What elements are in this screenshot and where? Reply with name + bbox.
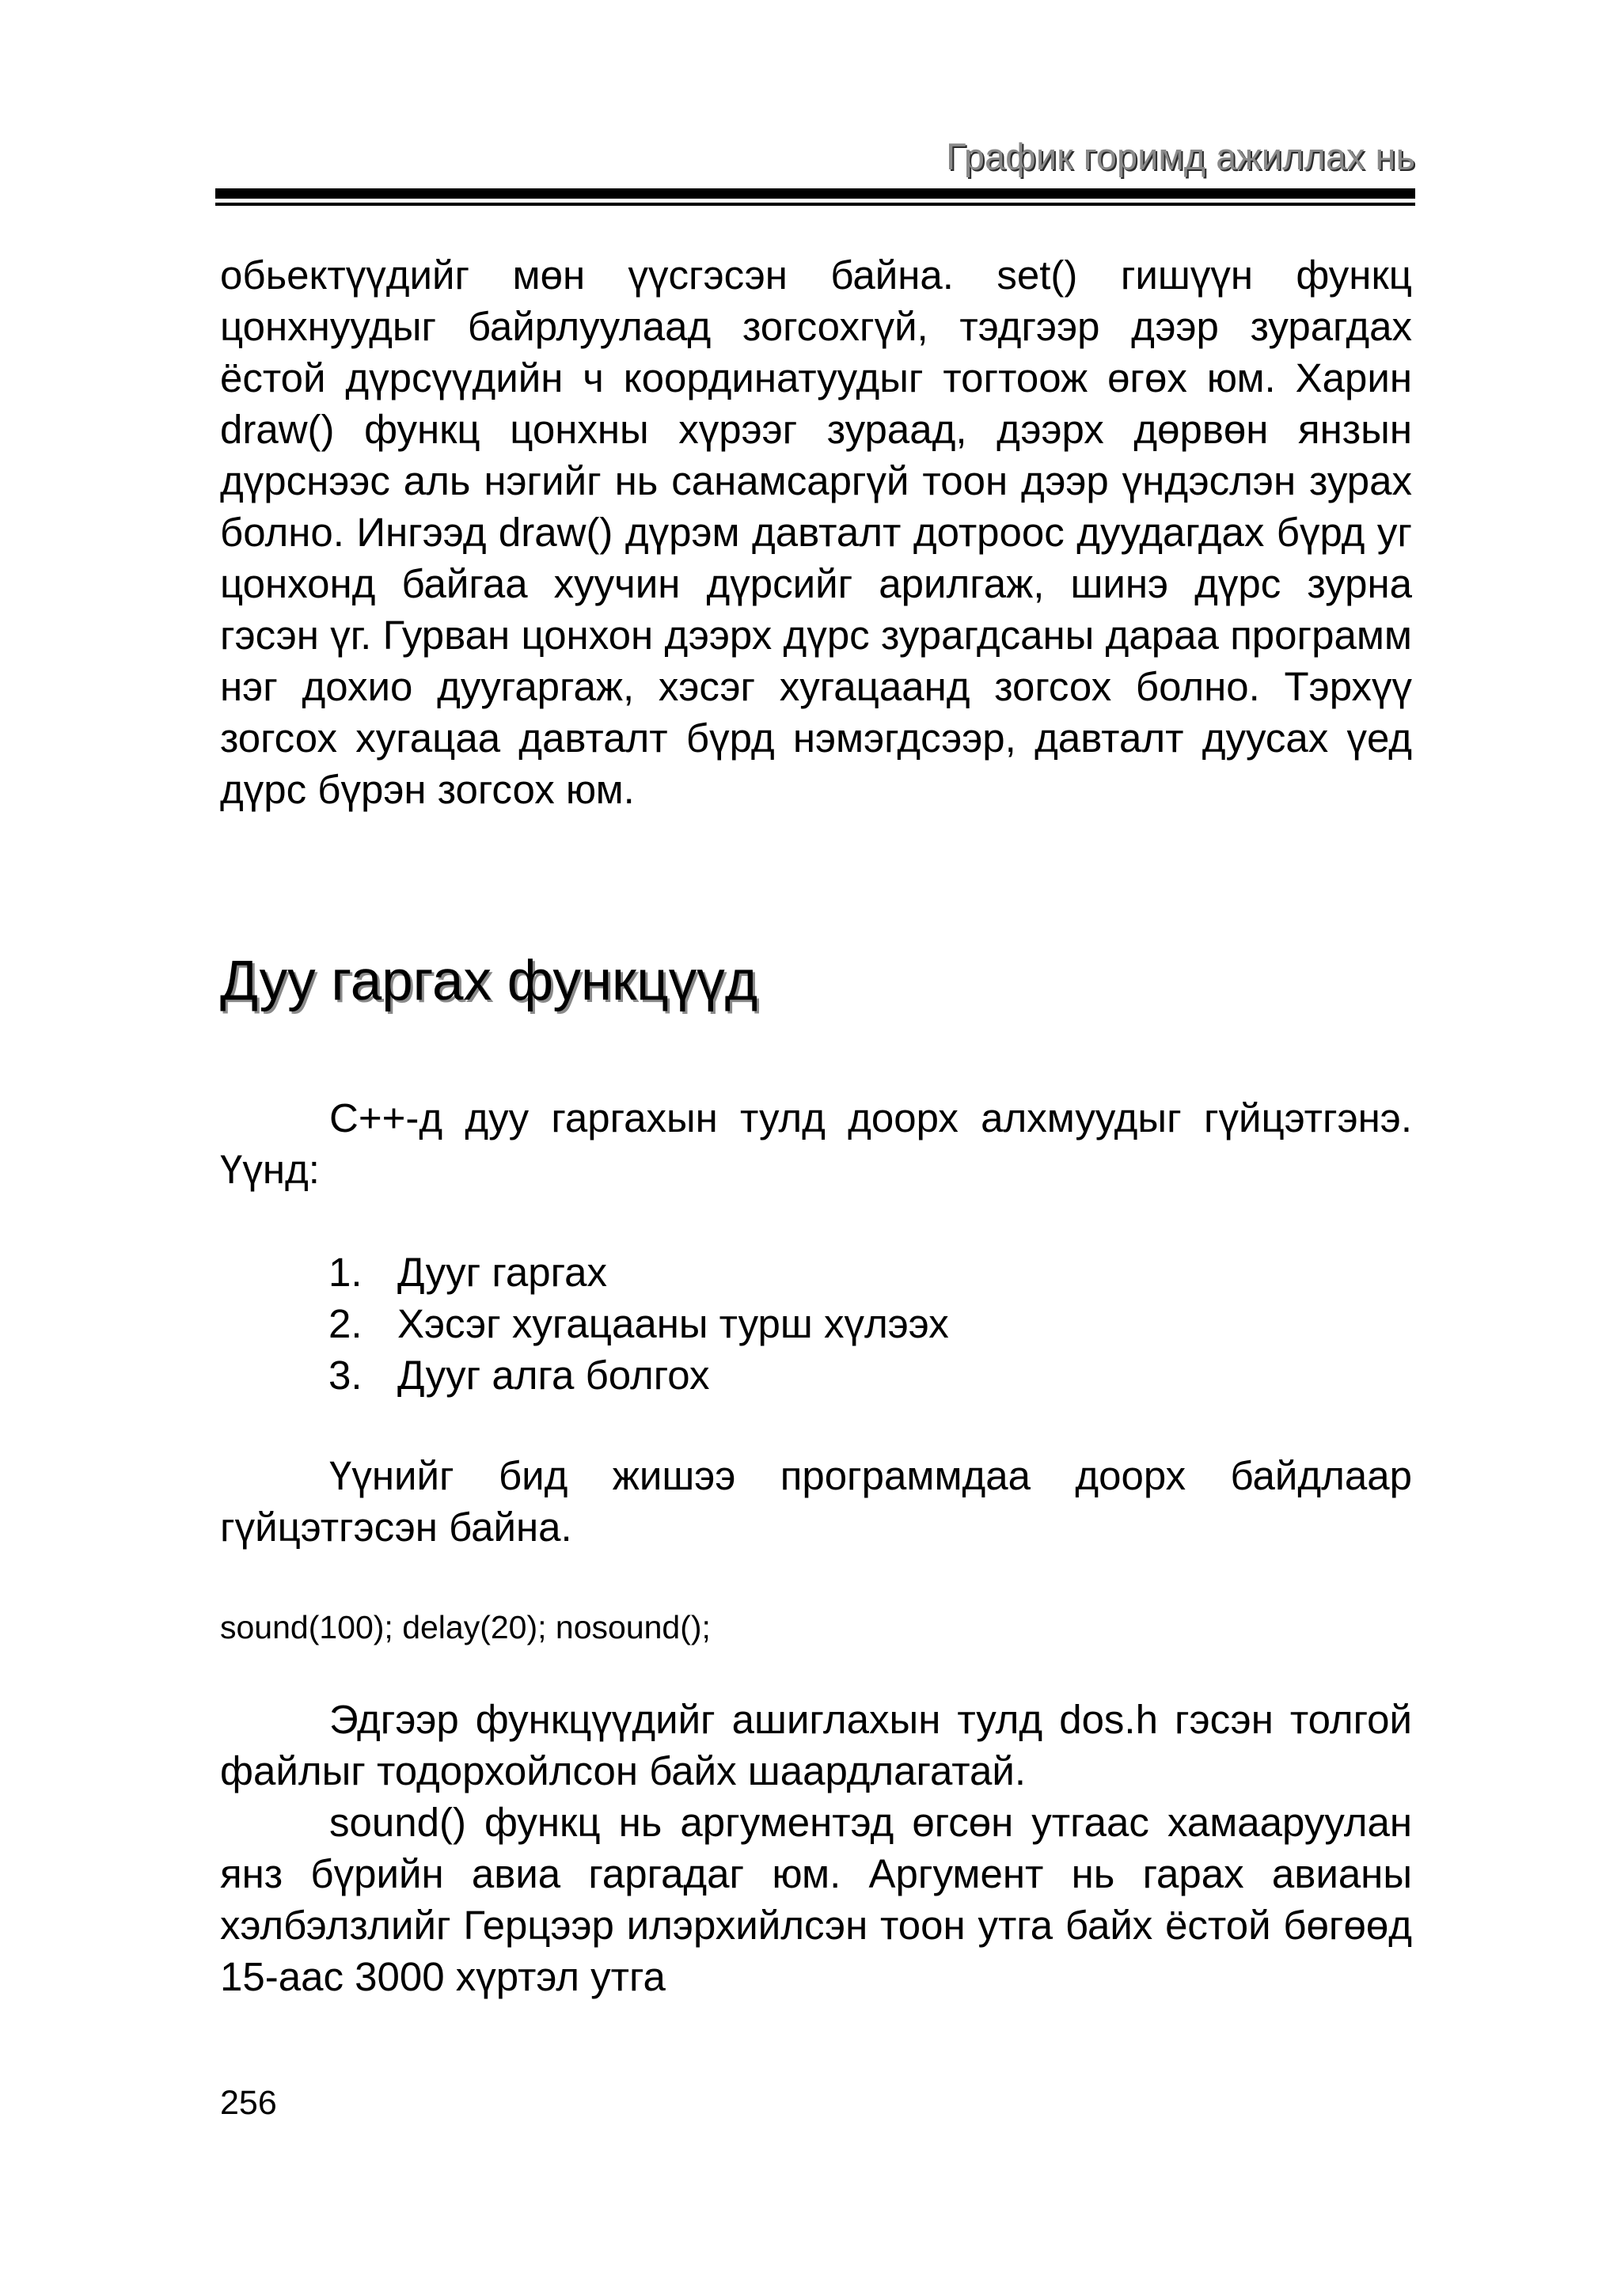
list-item-text: Хэсэг хугацааны турш хүлээх — [397, 1301, 949, 1346]
section-heading: Дуу гаргах функцүүд — [220, 950, 758, 1012]
paragraph-sound-intro: С++-д дуу гаргахын тулд доорх алхмуудыг гүйцэтгэнэ. Үүнд: — [220, 1095, 1412, 1192]
paragraph-example-intro: Үүнийг бид жишээ программдаа доорх байдлаар гүйцэтгэсэн байна. — [220, 1453, 1412, 1550]
paragraph-sound-function: sound() функц нь аргументэд өгсөн утгаас хамааруулан янз бүрийн авиа гаргадаг юм. Аргумент нь гарах авианы хэлбэлзлийг Герцээр илэрхийлсэн тоон утга байх ёстой бөгөөд 15-аас 3000 хүртэл утга — [220, 1800, 1412, 1999]
list-item-number: 1. — [328, 1250, 363, 1295]
list-item-text: Дууг гаргах — [397, 1250, 607, 1295]
list-item — [328, 1349, 949, 1401]
list-item — [328, 1298, 949, 1349]
header-rule-thick — [215, 188, 1415, 199]
code-snippet: sound(100); delay(20); nosound(); — [220, 1609, 711, 1645]
list-item-number: 2. — [328, 1301, 363, 1346]
list-item — [328, 1247, 949, 1298]
list-item-number: 3. — [328, 1353, 363, 1398]
header-rule-thin — [215, 203, 1415, 206]
running-header-title: График горимд ажиллах нь — [946, 135, 1415, 177]
steps-list — [328, 1247, 949, 1401]
page-number: 256 — [220, 2084, 277, 2122]
list-item-text: Дууг алга болгох — [397, 1353, 710, 1398]
paragraph-dos-header: Эдгээр функцүүдийг ашиглахын тулд dos.h гэсэн толгой файлыг тодорхойлсон байх шаардлагатай. — [220, 1697, 1412, 1793]
paragraph-draw-description: обьектүүдийг мөн үүсгэсэн байна. set() гишүүн функц цонхнуудыг байрлуулаад зогсохгүй, тэдгээр дээр зурагдах ёстой дүрсүүдийн ч координатуудыг тогтоож өгөх юм. Харин draw() функц цонхны хүрээг зураад, дээрх дөрвөн янзын дүрснээс аль нэгийг нь санамсаргүй тоон дээр үндэслэн зурах болно. Ингээд draw() дүрэм давталт дотроос дуудагдах бүрд уг цонхонд байгаа хуучин дүрсийг арилгаж, шинэ дүрс зурна гэсэн үг. Гурван цонхон дээрх дүрс зурагдсаны дараа программ нэг дохио дуугаргаж, хэсэг хугацаанд зогсох болно. Тэрхүү зогсох хугацаа давталт бүрд нэмэгдсээр, давталт дуусах үед дүрс бүрэн зогсох юм. — [220, 252, 1412, 812]
